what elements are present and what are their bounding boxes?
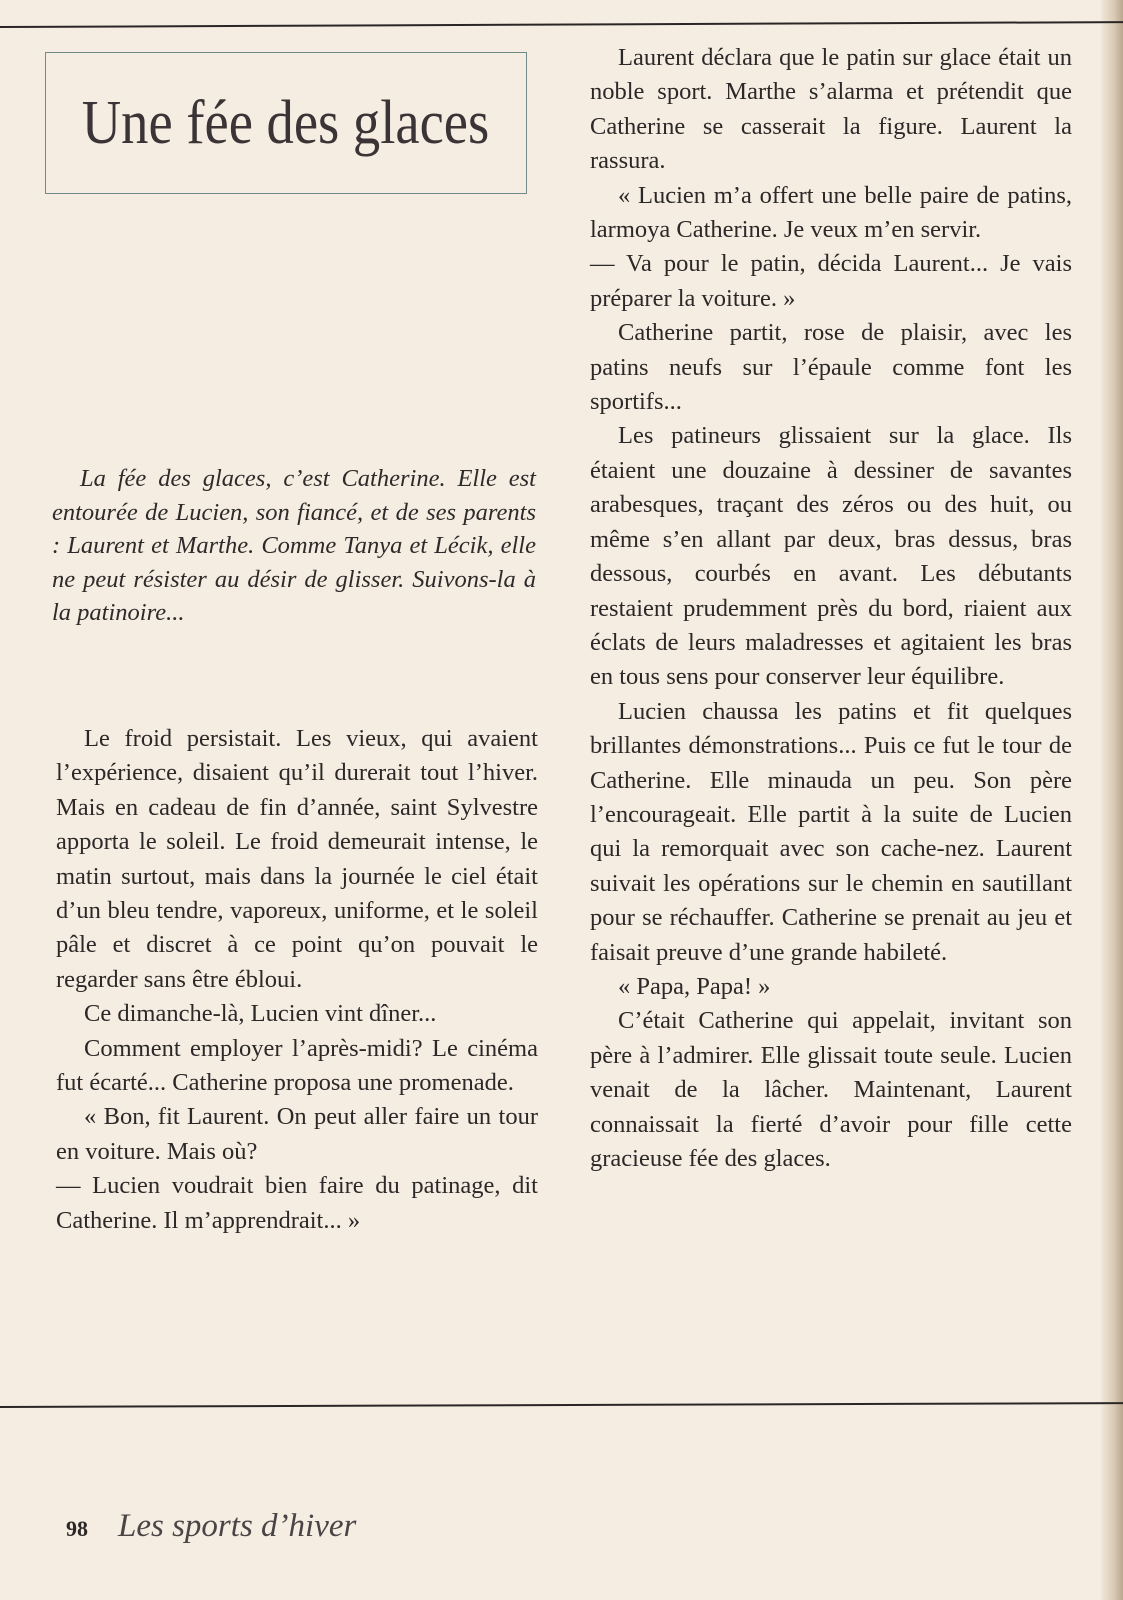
intro-paragraph: La fée des glaces, c’est Catherine. Elle est entourée de Lucien, son fiancé, et de ses parents : Laurent et Marthe. Comme Tanya et Lécik, elle ne peut résister au désir de glisser. Suivons-la à la patinoire... <box>52 465 536 627</box>
paragraph: — Lucien voudrait bien faire du patinage, dit Catherine. Il m’apprendrait... » <box>56 1172 538 1234</box>
bottom-rule <box>0 1402 1123 1408</box>
paragraph: « Lucien m’a offert une belle paire de patins, larmoya Catherine. Je veux m’en servir. <box>590 181 1072 244</box>
paragraph: C’était Catherine qui appelait, invitant son père à l’admirer. Elle glissait toute seule. Lucien venait de la lâcher. Maintenant, Laurent connaissait la fierté d’avoir pour fille cette gracieuse fée des glaces. <box>590 1007 1072 1172</box>
right-column <box>590 41 1072 1176</box>
running-head: Les sports d’hiver <box>118 1508 357 1544</box>
paragraph: Laurent déclara que le patin sur glace était un noble sport. Marthe s’alarma et prétendit que Catherine se casserait la figure. Laurent la rassura. <box>590 44 1072 175</box>
article-intro <box>52 462 536 630</box>
left-column <box>56 722 538 1238</box>
paragraph: « Papa, Papa! » <box>618 972 771 1000</box>
paragraph: Lucien chaussa les patins et fit quelques brillantes démonstrations... Puis ce fut le tour de Catherine. Elle minauda un peu. Son père l’encourageait. Elle partit à la suite de Lucien qui la remorquait avec son cache-nez. Laurent suivait les opérations sur le chemin en sautillant pour se réchauffer. Catherine se prenait au jeu et faisait preuve d’une grande habileté. <box>590 697 1072 966</box>
page-edge-shadow <box>1101 0 1123 1600</box>
paragraph: Ce dimanche-là, Lucien vint dîner... <box>84 1000 437 1028</box>
page-number: 98 <box>66 1516 88 1541</box>
paragraph: « Bon, fit Laurent. On peut aller faire un tour en voiture. Mais où? <box>56 1103 538 1165</box>
paragraph: Les patineurs glissaient sur la glace. Ils étaient une douzaine à dessiner de savantes arabesques, traçant des zéros ou des huit, ou même s’en allant par deux, bras dessus, bras dessous, courbés en avant. Les débutants restaient prudemment près du bord, riaient aux éclats de leurs maladresses et agitaient les bras en tous sens pour conserver leur équilibre. <box>590 422 1072 691</box>
paragraph: Le froid persistait. Les vieux, qui avaient l’expérience, disaient qu’il durerait tout l’hiver. Mais en cadeau de fin d’année, saint Sylvestre apporta le soleil. Le froid demeurait intense, le matin surtout, mais dans la journée le ciel était d’un bleu tendre, vaporeux, uniforme, et le soleil pâle et discret à ce point qu’on pouvait le regarder sans être ébloui. <box>56 725 538 993</box>
paragraph: — Va pour le patin, décida Laurent... Je vais préparer la voiture. » <box>590 250 1072 312</box>
page-footer <box>66 1508 356 1545</box>
paragraph: Comment employer l’après-midi? Le cinéma fut écarté... Catherine proposa une promenade. <box>56 1034 538 1097</box>
article-title: Une fée des glaces <box>82 88 490 157</box>
paragraph: Catherine partit, rose de plaisir, avec les patins neufs sur l’épaule comme font les sportifs... <box>590 319 1072 416</box>
title-box <box>45 52 527 194</box>
top-rule <box>0 21 1123 28</box>
